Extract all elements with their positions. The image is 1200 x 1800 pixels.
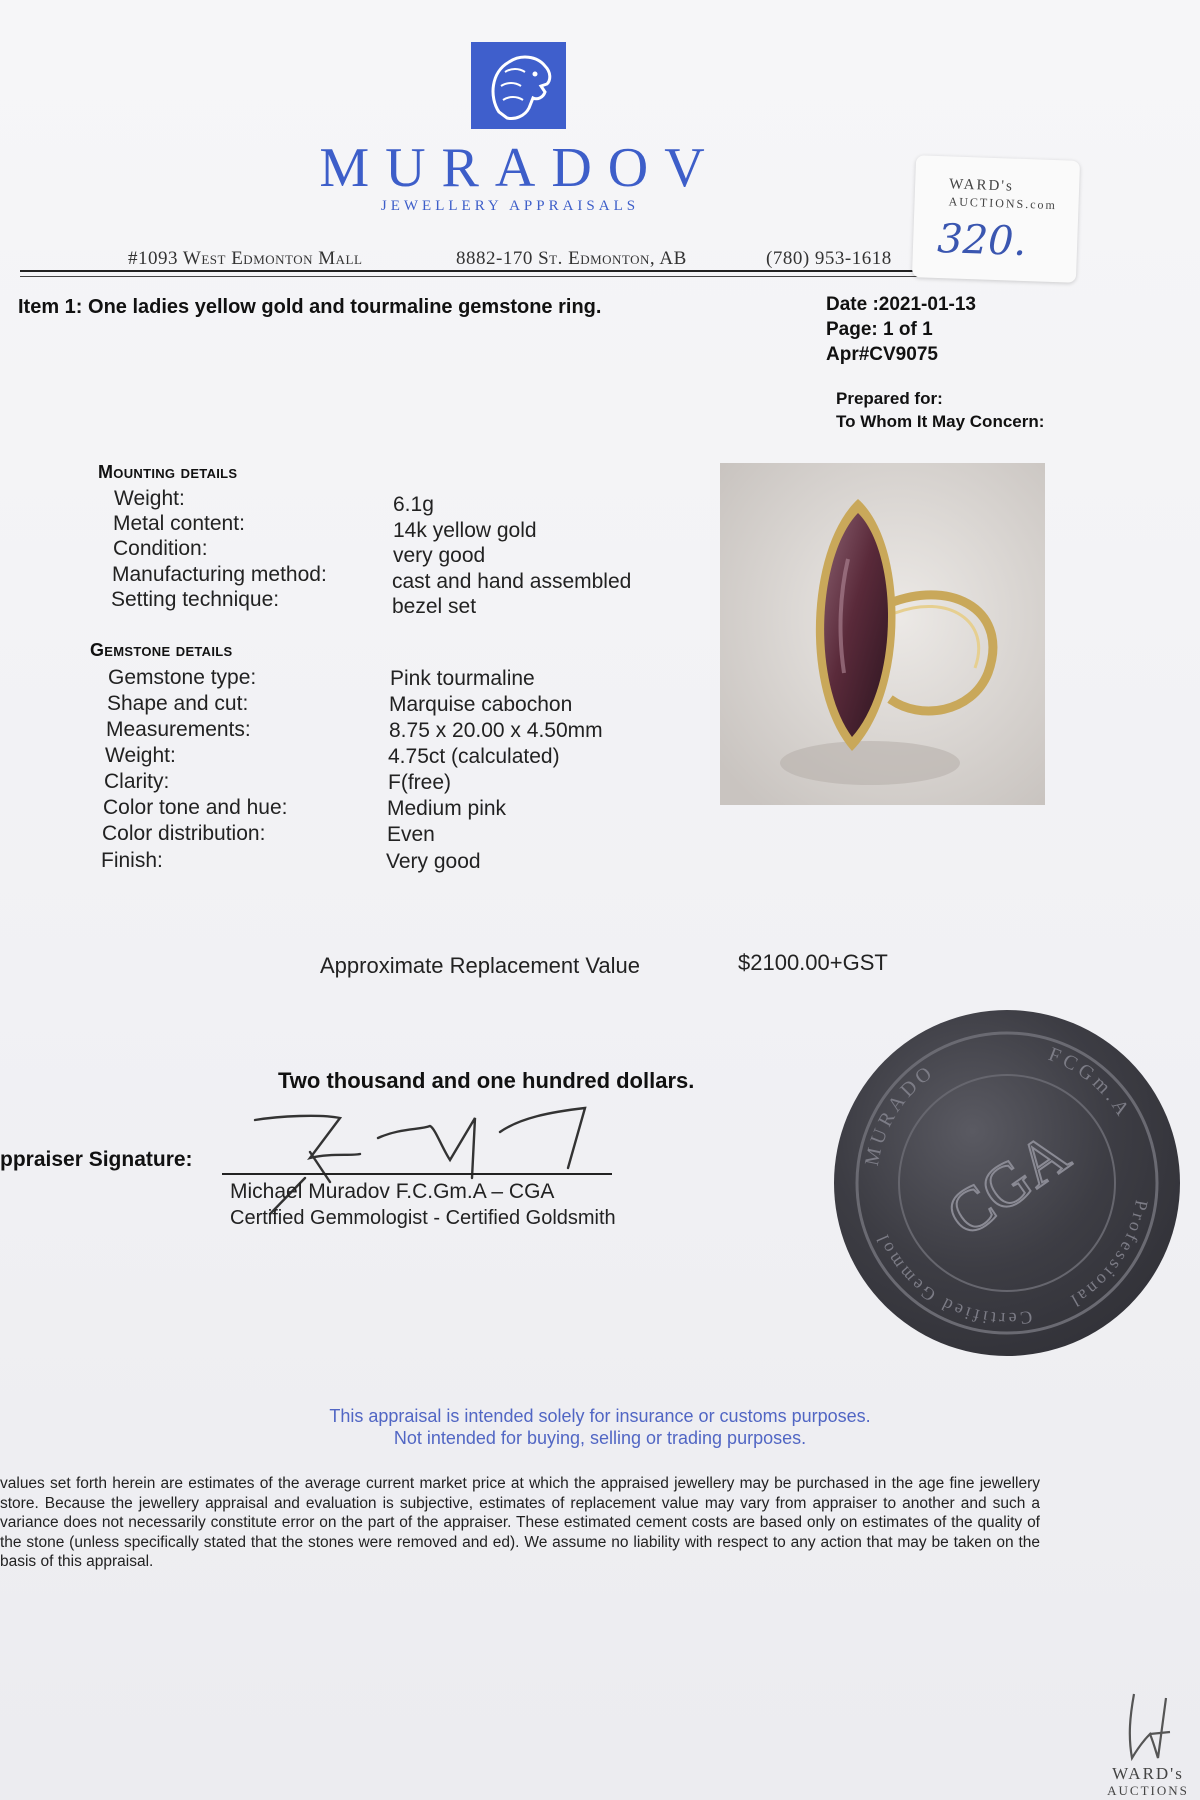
mounting-label: Weight: <box>114 487 185 510</box>
tag-brand-sub: AUCTIONS.com <box>948 194 1058 213</box>
mounting-label: Manufacturing method: <box>112 563 327 586</box>
appraisal-date: Date :2021-01-13 <box>826 294 976 315</box>
signature-label: ppraiser Signature: <box>0 1148 193 1171</box>
monogram-icon <box>1120 1688 1180 1762</box>
embossed-seal <box>834 1010 1180 1356</box>
legal-disclaimer: values set forth herein are estimates of the average current market price at which the appraised jewellery may be purchased in the age fine jewellery store. Because the jewellery appraisal and evaluation is subjective, estimates of replacement value may vary from appraiser to another and such a variance does not necessarily constitute error on the part of the appraiser. These estimated cement costs are based only on estimates of the quality of the stone (unless specifically stated that the stones were removed and ed). We assume no liability with respect to any action that may be taken on the basis of this appraisal. <box>0 1475 1040 1570</box>
mounting-heading: Mounting details <box>98 462 238 482</box>
gemstone-value: Pink tourmaline <box>390 667 535 690</box>
value-in-words: Two thousand and one hundred dollars. <box>278 1068 695 1093</box>
header-rule-thin <box>20 276 920 277</box>
lion-logo <box>471 42 566 129</box>
replacement-value-amount: $2100.00+GST <box>738 950 888 975</box>
brand-subtitle: JEWELLERY APPRAISALS <box>380 198 640 214</box>
svg-text:FCGm.A <box>1045 1043 1135 1123</box>
seal-right-text: Professional <box>1065 1198 1152 1313</box>
mounting-value: cast and hand assembled <box>392 570 632 593</box>
mounting-value: 14k yellow gold <box>393 519 537 542</box>
gemstone-value: 4.75ct (calculated) <box>388 745 560 768</box>
appraisal-number: Apr#CV9075 <box>826 344 938 365</box>
brand-name: MURADOV <box>319 137 721 199</box>
gemstone-label: Color tone and hue: <box>103 796 288 819</box>
phone-number: (780) 953-1618 <box>766 248 892 269</box>
watermark-brand: WARD's <box>1112 1764 1184 1783</box>
gemstone-label: Gemstone type: <box>108 666 257 689</box>
auction-watermark <box>1096 1688 1200 1800</box>
appraiser-credentials: Certified Gemmologist - Certified Goldsmith <box>230 1207 616 1229</box>
seal-bottom-text: Certified Gemmol <box>871 1229 1034 1330</box>
address-mall: #1093 West Edmonton Mall <box>128 248 363 269</box>
gemstone-value: Marquise cabochon <box>389 693 573 716</box>
appraiser-name: Michael Muradov F.C.Gm.A – CGA <box>230 1180 555 1203</box>
gemstone-value: 8.75 x 20.00 x 4.50mm <box>389 719 603 742</box>
gemstone-value: Even <box>387 823 435 846</box>
purpose-note: This appraisal is intended solely for insurance or customs purposes. <box>329 1406 871 1426</box>
page-number: Page: 1 of 1 <box>826 319 933 340</box>
replacement-value-label: Approximate Replacement Value <box>320 953 640 978</box>
mounting-value: 6.1g <box>393 493 434 516</box>
item-title: Item 1: One ladies yellow gold and tourmaline gemstone ring. <box>18 296 602 318</box>
lot-number: 320. <box>936 215 1028 266</box>
gemstone-label: Shape and cut: <box>107 692 249 715</box>
gemstone-label: Clarity: <box>104 770 170 793</box>
gemstone-label: Color distribution: <box>102 822 266 845</box>
purpose-note-2: Not intended for buying, selling or trading purposes. <box>393 1428 807 1448</box>
seal-left-text: MURADO <box>860 1060 940 1168</box>
mounting-label: Setting technique: <box>111 588 280 611</box>
address-street: 8882-170 St. Edmonton, AB <box>456 248 687 269</box>
svg-text:Certified Gemmol <box>871 1229 1033 1329</box>
header-rule <box>20 270 920 272</box>
mounting-value: very good <box>393 544 486 567</box>
ring-photo <box>720 463 1045 805</box>
signature-line <box>222 1173 612 1175</box>
gemstone-value: Very good <box>386 850 481 873</box>
auction-lot-tag <box>912 155 1080 283</box>
prepared-for-label: Prepared for: <box>836 389 943 408</box>
gemstone-label: Measurements: <box>106 718 251 741</box>
seal-center-text: CGA <box>935 1119 1082 1251</box>
mounting-label: Condition: <box>113 537 208 560</box>
gemstone-value: F(free) <box>388 771 451 794</box>
watermark-sub: AUCTIONS <box>1107 1783 1189 1798</box>
mounting-value: bezel set <box>392 595 477 618</box>
mounting-label: Metal content: <box>113 512 245 535</box>
gemstone-label: Finish: <box>101 849 163 872</box>
prepared-for-value: To Whom It May Concern: <box>836 412 1045 431</box>
gemstone-label: Weight: <box>105 744 176 767</box>
gemstone-value: Medium pink <box>387 797 507 820</box>
gemstone-heading: Gemstone details <box>90 640 233 660</box>
seal-top-text: FCGm.A <box>1045 1043 1136 1123</box>
tag-brand: WARD's <box>948 176 1015 195</box>
